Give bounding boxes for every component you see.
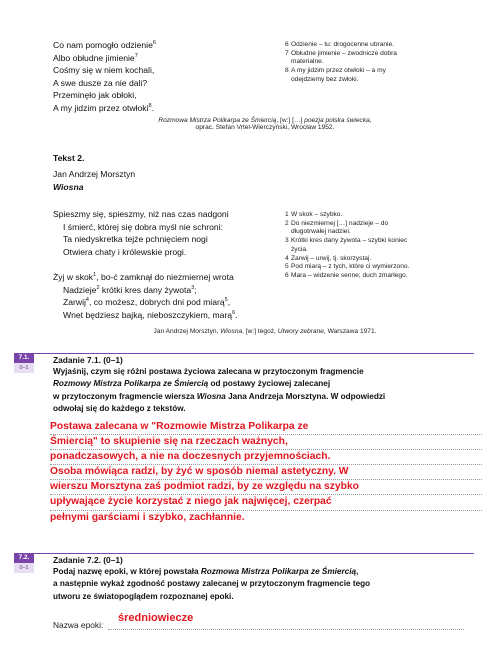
epoch-answer-field[interactable] bbox=[108, 613, 464, 630]
poem-line: Wnet będziesz bajką, nieboszczykiem, marą$^6$. bbox=[63, 309, 238, 320]
instruction-line: a następnie wykaż zgodność postawy zalecanej w przytoczonym fragmencie tego bbox=[53, 579, 371, 589]
text2-author: Jan Andrzej Morsztyn bbox=[53, 169, 136, 179]
task-7-2-title: Zadanie 7.2. (0–1) bbox=[53, 555, 123, 565]
footnote: 6 Odzienie – tu: drogocenne ubranie. bbox=[285, 41, 395, 48]
score-box: 0–1 bbox=[14, 363, 34, 373]
answer-line: pełnymi garściami i szybko, zachłannie. bbox=[50, 511, 245, 523]
epoch-answer: średniowiecze bbox=[118, 612, 194, 624]
poem-line: Spieszmy się, spieszmy, niż nas czas nadgoni bbox=[53, 209, 229, 219]
poem-rozmowa bbox=[53, 39, 156, 115]
answer-line: Postawa zalecana w "Rozmowie Mistrza Polikarpa ze bbox=[50, 420, 482, 435]
poem-line: Ta niedyskretka tejże pchnięciem nogi bbox=[63, 234, 208, 245]
poem-wiosna-stanza-1 bbox=[53, 208, 229, 258]
poem-line: I śmierć, której się dobra myśl nie schroni: bbox=[63, 221, 223, 232]
task-7-1-answer[interactable] bbox=[50, 420, 482, 525]
poem-line: Zarwij$^4$, co możesz, dobrych dni pod miarą$^5$, bbox=[63, 297, 231, 308]
source-wiosna: Jan Andrzej Morsztyn, Wiosna, [w:] tegoż, Utwory zebrane, Warszawa 1971. bbox=[153, 328, 377, 335]
poem-line: Cośmy się w niem kochali, bbox=[53, 65, 155, 76]
answer-line: ponadczasowych, a nie na doczesnych przyjemnościach. bbox=[50, 450, 482, 465]
footnote: 5 Pod miarą – z tych, które ci wymierzono. bbox=[285, 263, 410, 271]
answer-line: Śmiercią" to skupienie się na rzeczach ważnych, bbox=[50, 435, 482, 450]
footnote-cont: materialne. bbox=[291, 58, 324, 66]
source-rozmowa: Rozmowa Mistrza Polikarpa ze Śmiercią, [w:] […] poezja polska świecka, oprac. Stefan Vrtel-Wierczyński, Wrocław 1952. bbox=[158, 117, 372, 131]
task-7-2-badge bbox=[14, 553, 34, 573]
task-number: 7.2. bbox=[14, 553, 34, 563]
poem-line: Co nam pomogło odzienie$^6$ bbox=[53, 40, 156, 50]
text2-title: Wiosna bbox=[53, 182, 84, 192]
poem-line: Żyj w skok$^1$, bo-ć zamknął do niezmiernej wrota bbox=[53, 272, 234, 282]
footnotes-rozmowa bbox=[285, 41, 465, 85]
poem-line: Przeminęło jak obłoki, bbox=[53, 90, 137, 101]
instruction-line: utworu ze światopoglądem rozpoznanej epoki. bbox=[53, 591, 234, 601]
instruction-line: w przytoczonym fragmencie wiersza Wiosna Jana Andrzeja Morsztyna. W odpowiedzi bbox=[53, 391, 386, 401]
answer-line: Osoba mówiąca radzi, by żyć w sposób niemal astetyczny. W bbox=[50, 465, 482, 480]
footnote: 7 Obłudne jimienie – zwodnicze dobra bbox=[285, 49, 397, 57]
instruction-line: odwołaj się do każdego z tekstów. bbox=[53, 403, 186, 413]
footnote-cont: odejdziemy bez zwłoki. bbox=[291, 75, 359, 83]
footnote: 3 Krótki kres dany żywota – szybki koniec bbox=[285, 237, 408, 245]
footnote-cont: długotrwałej nadziei. bbox=[291, 228, 351, 236]
footnote: 2 Do niezmiernej […] nadzieje – do bbox=[285, 219, 389, 227]
poem-line: A my jidzim przez otwłoki$^8$. bbox=[53, 102, 154, 113]
task-divider bbox=[14, 353, 474, 354]
task-7-1-title: Zadanie 7.1. (0–1) bbox=[53, 355, 123, 365]
footnote-cont: życia. bbox=[291, 245, 308, 253]
footnotes-wiosna bbox=[285, 211, 470, 281]
footnote: 8 A my jidzim przez otwłoki – a my bbox=[285, 67, 386, 75]
footnote: 6 Mara – widzenie senne; duch zmarłego. bbox=[285, 271, 408, 279]
poem-line: Albo obłudne jimienie$^7$ bbox=[53, 52, 138, 63]
instruction-line: Wyjaśnij, czym się różni postawa życiowa zalecana w przytoczonym fragmencie bbox=[53, 367, 364, 376]
answer-line: wierszu Morsztyna zaś podmiot radzi, by ze względu na szybko bbox=[50, 480, 482, 495]
poem-line: Nadzieje$^2$ krótki kres dany żywota$^3$; bbox=[63, 284, 197, 295]
task-7-1-badge bbox=[14, 353, 34, 373]
epoch-label: Nazwa epoki: bbox=[53, 620, 104, 630]
task-number: 7.1. bbox=[14, 353, 34, 363]
task-7-1-body bbox=[53, 366, 473, 415]
instruction-line: Podaj nazwę epoki, w której powstała Rozmowa Mistrza Polikarpa ze Śmiercią, bbox=[53, 567, 359, 576]
poem-line: A swe dusze za nie dali? bbox=[53, 77, 148, 88]
footnote: 4 Zarwij – urwij, tj. skorzystaj. bbox=[285, 254, 372, 262]
score-box: 0–1 bbox=[14, 563, 34, 573]
footnote: 1 W skok – szybko. bbox=[285, 211, 343, 218]
text2-header: Tekst 2. bbox=[53, 153, 85, 163]
poem-line: Otwiera chaty i królewskie progi. bbox=[63, 246, 187, 257]
task-divider bbox=[14, 553, 474, 554]
instruction-line: Rozmowy Mistrza Polikarpa ze Śmiercią od postawy życiowej zalecanej bbox=[53, 379, 331, 389]
poem-wiosna-stanza-2 bbox=[53, 271, 238, 321]
task-7-2-body bbox=[53, 566, 478, 603]
answer-line: upływające życie korzystać z niego jak najwięcej, czerpać bbox=[50, 495, 482, 510]
